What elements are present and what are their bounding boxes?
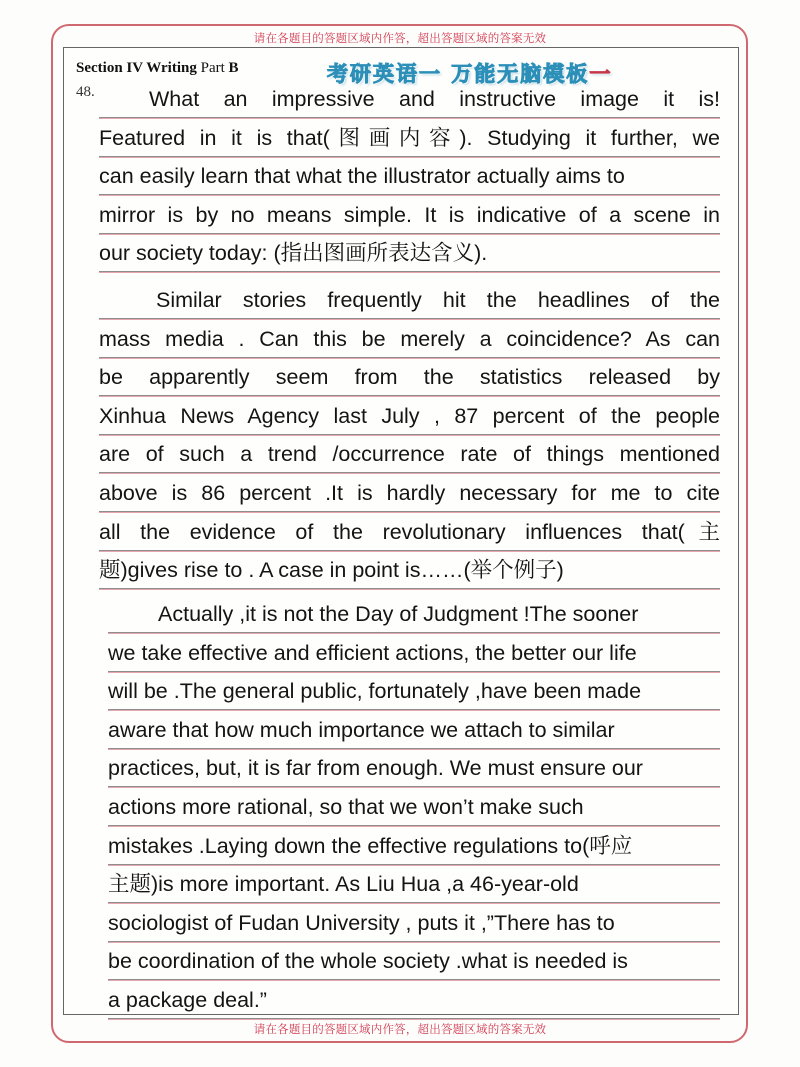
essay-line bbox=[108, 942, 720, 980]
essay-line-text: mass media . Can this be merely a coincidence? As can bbox=[99, 326, 720, 351]
essay-line bbox=[108, 865, 720, 903]
essay-line bbox=[99, 513, 720, 551]
essay-line-text: we take effective and efficient actions, the better our life bbox=[108, 640, 637, 665]
essay-line-text: our society today: (指出图画所表达含义). bbox=[99, 241, 488, 266]
essay-line bbox=[99, 435, 720, 473]
essay-line bbox=[99, 157, 720, 195]
essay-line bbox=[99, 358, 720, 396]
essay-line-text: will be .The general public, fortunately ,have been made bbox=[108, 679, 642, 704]
essay-line-text: are of such a trend /occurrence rate of things mentioned bbox=[99, 442, 720, 467]
essay-line bbox=[99, 474, 720, 512]
banner-text: 考研英语一 万能无脑模板 bbox=[327, 62, 590, 86]
essay-line-text: be coordination of the whole society .what is needed is bbox=[108, 949, 628, 974]
essay-line-text: all the evidence of the revolutionary influences that(主 bbox=[99, 519, 720, 544]
essay-line-text: What an impressive and instructive image it is! bbox=[149, 87, 720, 111]
essay-line-text: actions more rational, so that we won’t make such bbox=[108, 795, 584, 819]
essay-line-text: Similar stories frequently hit the headlines of the bbox=[156, 288, 720, 312]
essay-line-text: 主题)is more important. As Liu Hua ,a 46-year-old bbox=[108, 872, 579, 897]
essay-line bbox=[99, 281, 720, 319]
part-letter: B bbox=[228, 60, 239, 76]
part-label: Part bbox=[200, 60, 225, 76]
section-label: Section IV Writing bbox=[76, 60, 197, 76]
essay-line-text: practices, but, it is far from enough. We must ensure our bbox=[108, 756, 643, 781]
essay-line bbox=[108, 981, 720, 1019]
essay-line bbox=[99, 551, 720, 589]
essay-line bbox=[99, 80, 720, 118]
essay-line bbox=[99, 320, 720, 358]
essay-line-text: sociologist of Fudan University , puts it ,”There has to bbox=[108, 910, 615, 935]
essay-line-text: can easily learn that what the illustrator actually aims to bbox=[99, 164, 625, 189]
essay-line bbox=[108, 749, 720, 787]
essay-line-text: Actually ,it is not the Day of Judgment !The sooner bbox=[158, 602, 639, 626]
essay-line bbox=[99, 397, 720, 435]
essay-line bbox=[108, 672, 720, 710]
essay-line bbox=[99, 119, 720, 157]
answer-area-notice-top: 请在各题目的答题区域内作答，超出答题区域的答案无效 bbox=[253, 31, 547, 45]
section-title bbox=[76, 60, 239, 77]
essay-line bbox=[108, 827, 720, 865]
essay-line-text: 题)gives rise to . A case in point is……(举个例子) bbox=[99, 558, 564, 583]
essay-line-text: mistakes .Laying down the effective regulations to(呼应 bbox=[108, 833, 633, 858]
essay-line-text: Featured in it is that(图画内容). Studying it further, we bbox=[99, 125, 720, 150]
essay-line bbox=[108, 904, 720, 942]
question-number: 48. bbox=[76, 84, 95, 100]
essay-line-text: be apparently seem from the statistics released by bbox=[99, 365, 720, 390]
essay-line bbox=[108, 711, 720, 749]
answer-area-notice-bottom: 请在各题目的答题区域内作答，超出答题区域的答案无效 bbox=[253, 1022, 547, 1036]
essay-line bbox=[108, 595, 720, 633]
essay-line-text: a package deal.” bbox=[108, 988, 267, 1012]
essay-line bbox=[108, 788, 720, 826]
essay-line-text: Xinhua News Agency last July , 87 percent of the people bbox=[99, 403, 720, 428]
banner-dash: 一 bbox=[589, 62, 613, 86]
essay-line bbox=[108, 634, 720, 672]
essay-line bbox=[99, 196, 720, 234]
essay-line-text: above is 86 percent .It is hardly necessary for me to cite bbox=[99, 481, 720, 505]
essay-line bbox=[99, 234, 720, 272]
essay-line-text: mirror is by no means simple. It is indicative of a scene in bbox=[99, 202, 720, 227]
essay-line-text: aware that how much importance we attach to similar bbox=[108, 717, 615, 742]
